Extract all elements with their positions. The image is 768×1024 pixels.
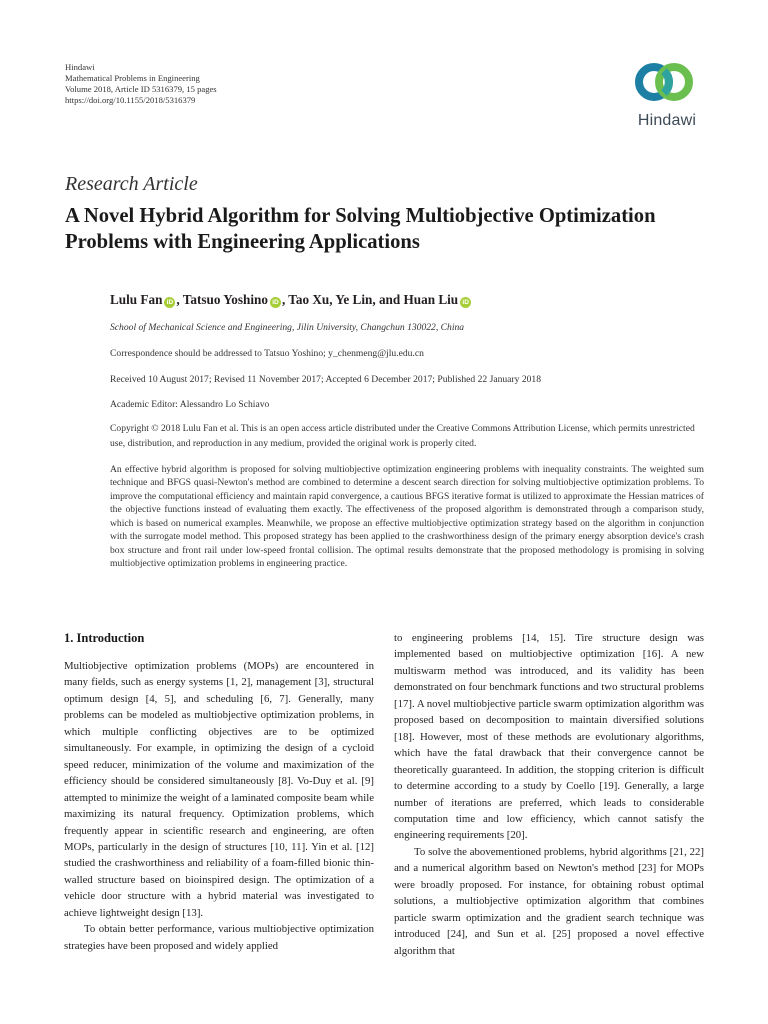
article-type: Research Article	[65, 173, 198, 195]
paragraph: To solve the abovementioned problems, hybrid algorithms [21, 22] and a numerical algorithm based on Newton's method [23] for MOPs were broadly proposed. For instance, for obtaining robust optimal solutions, a multiobjective optimization algorithm that combines particle swarm optimization and the gradient search technique was introduced [24], and Sun et al. [25] proposed a novel effective algorithm that	[394, 845, 704, 957]
orcid-icon[interactable]: iD	[164, 297, 175, 308]
paragraph: to engineering problems [14, 15]. Tire structure design was implemented based on multiobjective optimization [16]. A new multiswarm method was introduced, and its validity has been demonstrated on four benchmark functions and two structural problems [17]. A novel multiobjective particle swarm optimization algorithm was proposed based on decomposition to maintain diversified solutions [18]. However, most of these methods are evolutionary algorithms, which have the fatal drawback that their convergence cannot be theoretically guaranteed. In addition, the stopping criterion is difficult to determine according to a study by Coello [19]. Generally, a large number of iterations are preferred, which leads to considerable computation time and low efficiency, which cannot satisfy the engineering requirements [20].	[394, 632, 704, 842]
journal-doi[interactable]: https://doi.org/10.1155/2018/5316379	[65, 95, 196, 105]
affiliation: School of Mechanical Science and Engineering, Jilin University, Changchun 130022, China	[110, 322, 465, 333]
body-column-left	[64, 630, 374, 954]
author-name: Lulu Fan	[110, 292, 163, 307]
journal-name: Mathematical Problems in Engineering	[65, 73, 200, 83]
paragraph: To obtain better performance, various multiobjective optimization strategies have been proposed and widely applied	[64, 923, 374, 952]
correspondence: Correspondence should be addressed to Tatsuo Yoshino; y_chenmeng@jlu.edu.cn	[110, 348, 424, 359]
author-name: Huan Liu	[403, 292, 459, 307]
copyright-notice: Copyright © 2018 Lulu Fan et al. This is an open access article distributed under the Creative Commons Attribution License, which permits unrestricted use, distribution, and reproduction in any medium, provided the original work is properly cited.	[110, 423, 695, 449]
publication-dates: Received 10 August 2017; Revised 11 November 2017; Accepted 6 December 2017; Published 22 January 2018	[110, 374, 542, 385]
journal-publisher: Hindawi	[65, 62, 95, 72]
author-name: Tao Xu	[288, 292, 330, 307]
abstract: An effective hybrid algorithm is proposed for solving multiobjective optimization engineering problems with inequality constraints. The weighted sum technique and BFGS quasi-Newton's method are combined to determine a descent search direction for solving multiobjective optimization problems. To improve the computational efficiency and maintain rapid convergence, a cautious BFGS iterative format is utilized to approximate the Hessian matrices of the objective functions instead of evaluating them exactly. The effectiveness of the proposed algorithm is demonstrated through a comparison study, which is based on numerical examples. Meanwhile, we propose an effective multiobjective optimization strategy based on the algorithm in conjunction with the surrogate model method. This proposed strategy has been applied to the crashworthiness design of the primary energy absorption device's crash box structure and front rail under low-speed frontal collision. The optimal results demonstrate that the proposed methodology is promising in solving multiobjective optimization problems in engineering practice.	[110, 464, 704, 570]
orcid-icon[interactable]: iD	[270, 297, 281, 308]
orcid-icon[interactable]: iD	[460, 297, 471, 308]
author-list: Lulu Fan iD , Tatsuo Yoshino iD , Tao Xu, Ye Lin, and Huan Liu iD	[110, 292, 472, 308]
paragraph: Multiobjective optimization problems (MOPs) are encountered in many fields, such as energy systems [1, 2], management [3], structural optimum design [4, 5], and scheduling [6, 7]. Generally, many problems can be modeled as multiobjective optimization problems, in which multiple conflicting objectives are to be optimized simultaneously. For example, in optimizing the design of a cycloid speed reducer, minimization of the volume and maximization of the efficiency should be considered simultaneously [8]. Vo-Duy et al. [9] attempted to minimize the weight of a laminated composite beam while maximizing its natural frequency. Optimization problems, which frequently appear in scientific research and engineering, are often MOPs, particularly in the design of structures [10, 11]. Yin et al. [12] studied the crashworthiness and reliability of a foam-filled bionic thin-walled structure based on bioinspired design. The optimization of a vehicle door structure with a hybrid material was investigated to achieve lightweight design [13].	[64, 660, 374, 919]
journal-volume: Volume 2018, Article ID 5316379, 15 pages	[65, 84, 217, 94]
section-heading: 1. Introduction	[64, 631, 145, 645]
author-name: Ye Lin	[335, 292, 373, 307]
body-column-right	[394, 630, 704, 959]
article-title: A Novel Hybrid Algorithm for Solving Multiobjective Optimization Problems with Engineering Applications	[65, 205, 656, 253]
academic-editor: Academic Editor: Alessandro Lo Schiavo	[110, 399, 270, 410]
author-name: Tatsuo Yoshino	[182, 292, 268, 307]
hindawi-logo-text: Hindawi	[637, 112, 697, 129]
